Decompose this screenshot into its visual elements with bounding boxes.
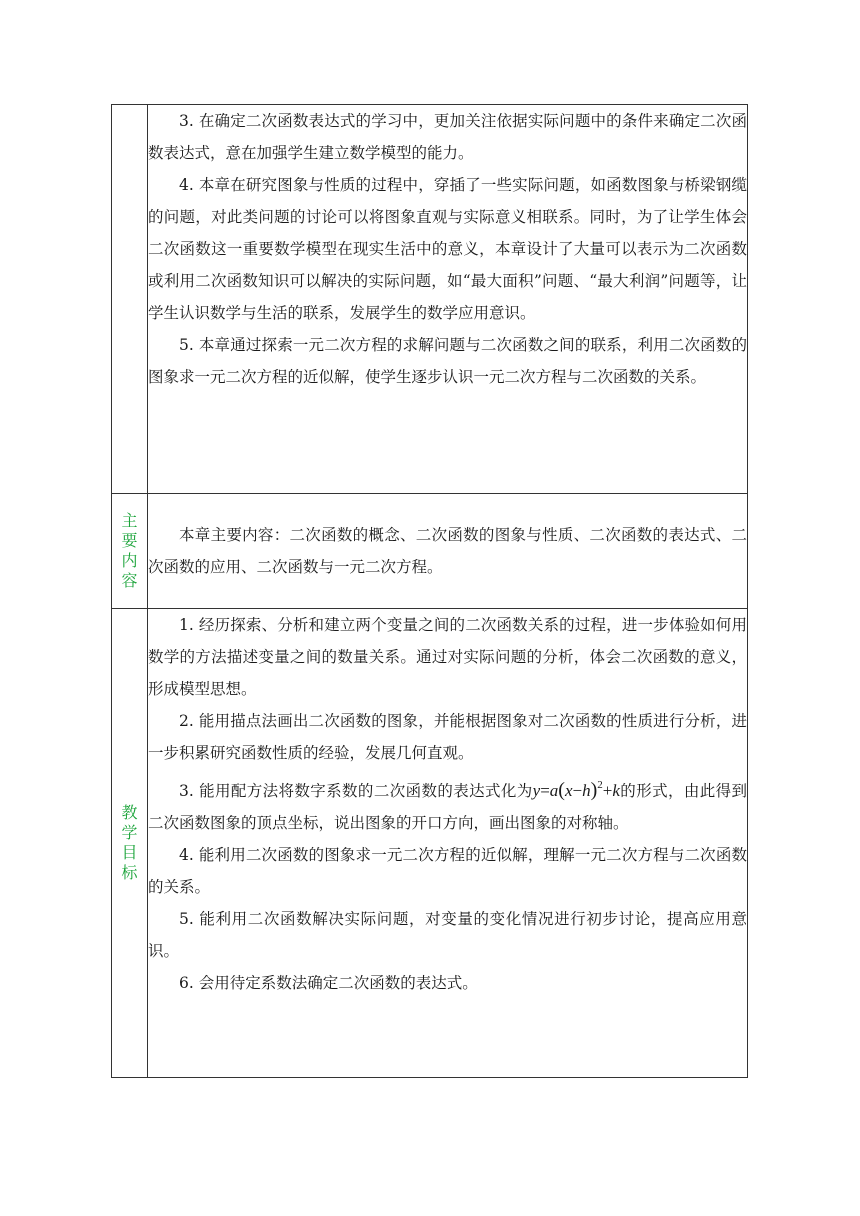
formula-a: a [549, 781, 559, 800]
formula-plus: + [602, 781, 613, 800]
paragraph-5: 5. 本章通过探索一元二次方程的求解问题与二次函数之间的联系，利用二次函数的图象求一元二次方程的近似解，使学生逐步认识一元二次方程与二次函数的关系。 [148, 336, 747, 386]
vertex-form-formula [533, 781, 620, 800]
formula-minus: − [572, 781, 583, 800]
formula-rparen: ) [590, 779, 598, 801]
main-content-cell [148, 494, 748, 609]
formula-h: h [582, 781, 591, 800]
formula-eq: = [540, 781, 550, 800]
objective-6: 6. 会用待定系数法确定二次函数的表达式。 [179, 974, 478, 992]
objectives-label-cell [112, 609, 148, 1078]
formula-lparen: ( [558, 779, 565, 801]
paragraph-4: 4. 本章在研究图象与性质的过程中，穿插了一些实际问题，如函数图象与桥梁钢缆的问题，对此类问题的讨论可以将图象直观与实际意义相联系。同时，为了让学生体会二次函数这一重要数学模型在现实生活中的意义，本章设计了大量可以表示为二次函数或利用二次函数知识可以解决的实际问题，如“最大面积”问题、“最大利润”问题等，让学生认识数学与生活的联系，发展学生的数学应用意识。 [148, 176, 747, 322]
objective-3-after: 的形式，由此得到二次函数图象的顶点坐标，说出图象的开口方向，画出图象的对称轴。 [148, 782, 747, 832]
paragraph-3: 3. 在确定二次函数表达式的学习中，更加关注依据实际问题中的条件来确定二次函数表达式，意在加强学生建立数学模型的能力。 [148, 112, 747, 162]
objectives-row [112, 609, 748, 1078]
main-content-text: 本章主要内容：二次函数的概念、二次函数的图象与性质、二次函数的表达式、二次函数的应用、二次函数与一元二次方程。 [148, 526, 747, 576]
objective-3-before: 3. 能用配方法将数字系数的二次函数的表达式化为 [179, 782, 533, 800]
objectives-label: 教学目标 [121, 803, 138, 882]
main-content-label-cell [112, 494, 148, 609]
continued-label-cell [112, 105, 148, 494]
objective-1: 1. 经历探索、分析和建立两个变量之间的二次函数关系的过程，进一步体验如何用数学的方法描述变量之间的数量关系。通过对实际问题的分析，体会二次函数的意义，形成模型思想。 [148, 616, 747, 698]
formula-x: x [564, 781, 573, 800]
objective-2: 2. 能用描点法画出二次函数的图象，并能根据图象对二次函数的性质进行分析，进一步积累研究函数性质的经验，发展几何直观。 [148, 712, 747, 762]
main-content-row [112, 494, 748, 609]
objective-5: 5. 能利用二次函数解决实际问题，对变量的变化情况进行初步讨论，提高应用意识。 [148, 910, 747, 960]
formula-k: k [612, 781, 620, 800]
formula-exponent: 2 [597, 779, 603, 791]
objective-4: 4. 能利用二次函数的图象求一元二次方程的近似解，理解一元二次方程与二次函数的关系。 [148, 846, 747, 896]
continued-row [112, 105, 748, 494]
objective-3 [148, 769, 747, 839]
lesson-plan-table [111, 104, 748, 1078]
continued-content-cell [148, 105, 748, 494]
formula-y: y [532, 781, 541, 800]
objectives-content-cell [148, 609, 748, 1078]
main-content-label: 主要内容 [121, 511, 138, 590]
